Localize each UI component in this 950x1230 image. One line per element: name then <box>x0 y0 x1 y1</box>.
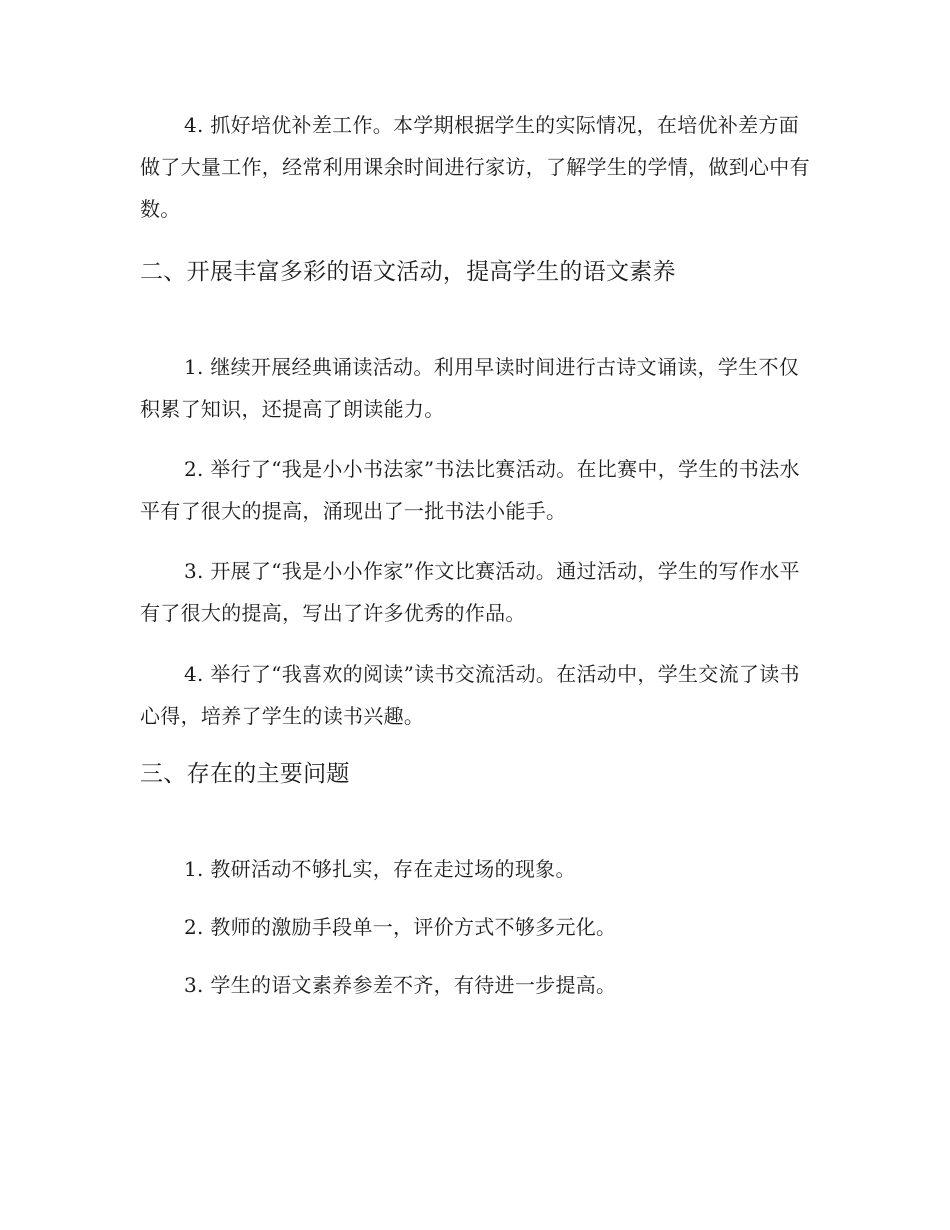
list-item-reading-exchange: 4. 举行了“我喜欢的阅读”读书交流活动。在活动中，学生交流了读书心得，培养了学生的读书兴趣。 <box>140 662 800 728</box>
list-item-classic-reading: 1. 继续开展经典诵读活动。利用早读时间进行古诗文诵读，学生不仅积累了知识，还提高了朗读能力。 <box>140 355 800 421</box>
list-item-calligraphy-contest: 2. 举行了“我是小小书法家”书法比赛活动。在比赛中，学生的书法水平有了很大的提高，涌现出了一批书法小能手。 <box>140 457 800 523</box>
list-item-writing-contest: 3. 开展了“我是小小作家”作文比赛活动。通过活动，学生的写作水平有了很大的提高，写出了许多优秀的作品。 <box>140 559 800 625</box>
section-heading-problems: 三、存在的主要问题 <box>140 761 350 787</box>
list-item-problem-2: 2. 教师的激励手段单一，评价方式不够多元化。 <box>184 915 617 939</box>
section-heading-activities: 二、开展丰富多彩的语文活动，提高学生的语文素养 <box>140 259 676 285</box>
paragraph-item-4-cultivation: 4. 抓好培优补差工作。本学期根据学生的实际情况，在培优补差方面做了大量工作，经常利用课余时间进行家访，了解学生的学情，做到心中有数。 <box>140 113 810 221</box>
list-item-problem-3: 3. 学生的语文素养参差不齐，有待进一步提高。 <box>184 973 617 997</box>
list-item-problem-1: 1. 教研活动不够扎实，存在走过场的现象。 <box>184 857 576 881</box>
